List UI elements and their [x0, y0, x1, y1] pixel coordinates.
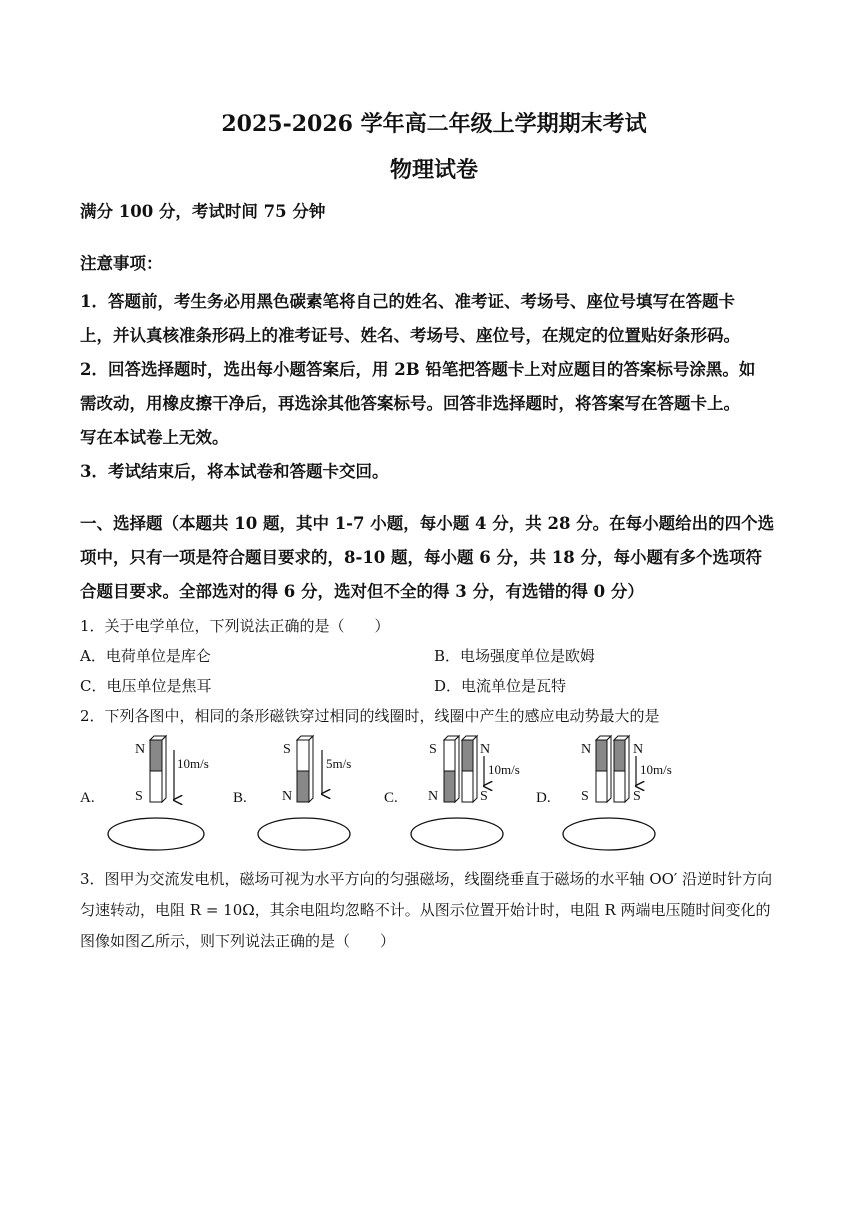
pole-label: S	[480, 789, 488, 804]
speed-label: 5m/s	[326, 756, 352, 771]
pole-label: N	[581, 742, 592, 757]
q2-stem: 2．下列各图中，相同的条形磁铁穿过相同的线圈时，线圈中产生的感应电动势最大的是	[80, 707, 660, 725]
section-heading: 项中，只有一项是符合题目要求的，8-10 题，每小题 6 分，共 18 分，每小题有多个选项符	[80, 548, 762, 567]
q1-option-c: C．电压单位是焦耳	[80, 677, 212, 695]
pole-label: S	[581, 789, 589, 804]
pole-label: S	[283, 742, 291, 757]
coil	[411, 818, 503, 850]
q3-line: 图像如图乙所示，则下列说法正确的是（ ）	[80, 932, 396, 950]
notice-line: 写在本试卷上无效。	[80, 428, 229, 447]
q1-option-a: A．电荷单位是库仑	[80, 647, 211, 665]
figure-c	[384, 736, 520, 850]
q3-line: 3．图甲为交流发电机，磁场可视为水平方向的匀强磁场，线圈绕垂直于磁场的水平轴 OO′ 沿逆时针方向	[80, 870, 773, 888]
figure-label: C.	[384, 790, 398, 806]
pole-label: N	[480, 742, 491, 757]
q1-option-b: B．电场强度单位是欧姆	[434, 647, 596, 665]
section-heading: 一、选择题（本题共 10 题，其中 1-7 小题，每小题 4 分，共 28 分。在每小题给出的四个选	[80, 514, 775, 533]
coil	[258, 818, 350, 850]
notice-heading: 注意事项：	[80, 254, 163, 273]
speed-label: 10m/s	[177, 756, 209, 771]
pole-label: S	[135, 789, 143, 804]
q1-stem: 1．关于电学单位，下列说法正确的是（ ）	[80, 617, 390, 635]
speed-label: 10m/s	[640, 762, 672, 777]
notice-line: 1．答题前，考生务必用黑色碳素笔将自己的姓名、准考证、考场号、座位号填写在答题卡	[80, 292, 735, 311]
figure-label: A.	[80, 790, 95, 806]
figure-label: B.	[233, 790, 247, 806]
pole-label: S	[429, 742, 437, 757]
pole-label: S	[633, 789, 641, 804]
pole-label: N	[135, 742, 146, 757]
coil	[563, 818, 655, 850]
notice-line: 需改动，用橡皮擦干净后，再选涂其他答案标号。回答非选择题时，将答案写在答题卡上。	[80, 394, 740, 413]
q1-option-d: D．电流单位是瓦特	[434, 677, 567, 695]
notice-line: 上，并认真核准条形码上的准考证号、姓名、考场号、座位号，在规定的位置贴好条形码。	[80, 326, 740, 345]
speed-label: 10m/s	[488, 762, 520, 777]
exam-title: 2025-2026 学年高二年级上学期期末考试	[221, 111, 647, 137]
pole-label: N	[633, 742, 644, 757]
pole-label: N	[282, 789, 293, 804]
figure-a	[80, 736, 209, 850]
section-heading: 合题目要求。全部选对的得 6 分，选对但不全的得 3 分，有选错的得 0 分）	[80, 582, 644, 601]
figure-label: D.	[536, 790, 551, 806]
coil	[108, 818, 204, 850]
subject-title: 物理试卷	[389, 157, 478, 183]
q2-figures	[78, 734, 778, 859]
notice-line: 3．考试结束后，将本试卷和答题卡交回。	[80, 462, 389, 481]
figure-b	[233, 736, 351, 850]
notice-line: 2．回答选择题时，选出每小题答案后，用 2B 铅笔把答题卡上对应题目的答案标号涂黑。如	[80, 360, 756, 379]
figure-d	[536, 736, 672, 850]
q3-line: 匀速转动，电阻 R = 10Ω，其余电阻均忽略不计。从图示位置开始计时，电阻 R 两端电压随时间变化的	[80, 901, 771, 919]
pole-label: N	[428, 789, 439, 804]
score-time: 满分 100 分，考试时间 75 分钟	[80, 202, 326, 221]
